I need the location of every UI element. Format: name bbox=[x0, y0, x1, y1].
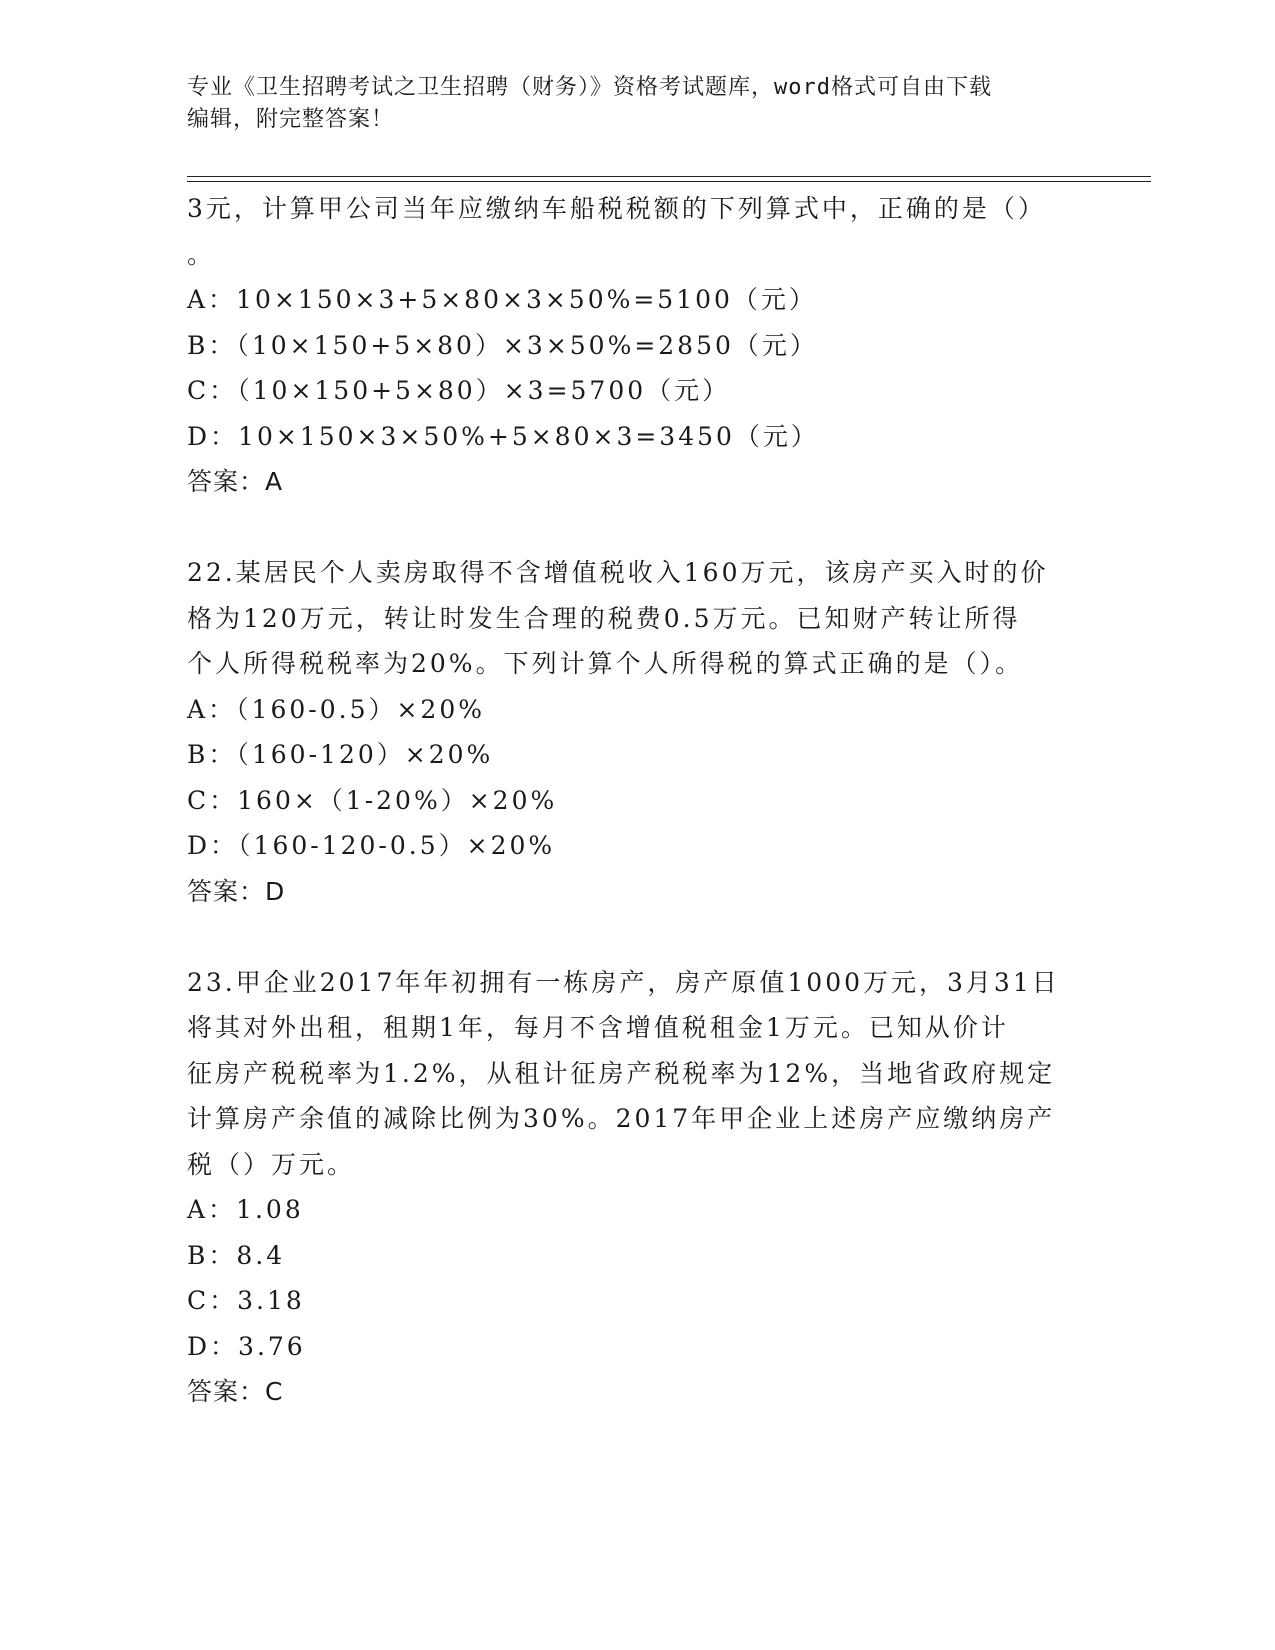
option-a: A：1.08 bbox=[187, 1195, 304, 1224]
header-rule-top bbox=[187, 176, 1151, 177]
question-21 bbox=[187, 186, 1087, 505]
option-d: D：10×150×3×50%+5×80×3=3450（元） bbox=[187, 421, 819, 451]
header-line-2: 编辑，附完整答案！ bbox=[187, 107, 395, 132]
question-22 bbox=[187, 550, 1087, 914]
option-b: B：（160-120）×20% bbox=[187, 740, 494, 769]
option-c: C：3.18 bbox=[187, 1286, 305, 1315]
question-stem-line: 23.甲企业2017年年初拥有一栋房产，房产原值1000万元，3月31日 bbox=[187, 967, 1060, 997]
document-body bbox=[187, 186, 1087, 1415]
answer-line: 答案：A bbox=[187, 467, 284, 496]
question-stem-line: 计算房产余值的减除比例为30%。2017年甲企业上述房产应缴纳房产 bbox=[187, 1104, 1056, 1133]
option-a: A：（160-0.5）×20% bbox=[187, 694, 485, 724]
option-a: A：10×150×3+5×80×3×50%=5100（元） bbox=[187, 285, 817, 314]
question-stem-line: 征房产税税率为1.2%，从租计征房产税税率为12%，当地省政府规定 bbox=[187, 1058, 1056, 1088]
question-stem-line: 格为120万元，转让时发生合理的税费0.5万元。已知财产转让所得 bbox=[187, 603, 1021, 633]
header-line-1: 专业《卫生招聘考试之卫生招聘（财务）》资格考试题库，word格式可自由下载 bbox=[187, 75, 992, 100]
document-header bbox=[187, 72, 1067, 136]
option-c: C：（10×150+5×80）×3=5700（元） bbox=[187, 376, 731, 405]
question-stem-line: 22.某居民个人卖房取得不含增值税收入160万元，该房产买入时的价 bbox=[187, 558, 1049, 587]
option-c: C：160×（1-20%）×20% bbox=[187, 785, 558, 815]
option-d: D：3.76 bbox=[187, 1331, 306, 1361]
question-stem-line: 将其对外出租，租期1年，每月不含增值税租金1万元。已知从价计 bbox=[187, 1013, 1009, 1042]
option-b: B：8.4 bbox=[187, 1240, 286, 1270]
header-rule-bottom bbox=[187, 181, 1151, 182]
spacer bbox=[187, 505, 1087, 551]
option-b: B：（10×150+5×80）×3×50%=2850（元） bbox=[187, 330, 818, 360]
answer-line: 答案：C bbox=[187, 1377, 284, 1406]
question-stem-line: 3元，计算甲公司当年应缴纳车船税税额的下列算式中，正确的是（） bbox=[187, 194, 1046, 223]
question-stem-line: 。 bbox=[187, 239, 216, 269]
question-stem-line: 个人所得税税率为20%。下列计算个人所得税的算式正确的是（）。 bbox=[187, 649, 1024, 678]
question-stem-line: 税（）万元。 bbox=[187, 1149, 356, 1179]
question-23 bbox=[187, 960, 1087, 1415]
option-d: D：（160-120-0.5）×20% bbox=[187, 831, 556, 860]
spacer bbox=[187, 914, 1087, 960]
answer-line: 答案：D bbox=[187, 876, 286, 906]
